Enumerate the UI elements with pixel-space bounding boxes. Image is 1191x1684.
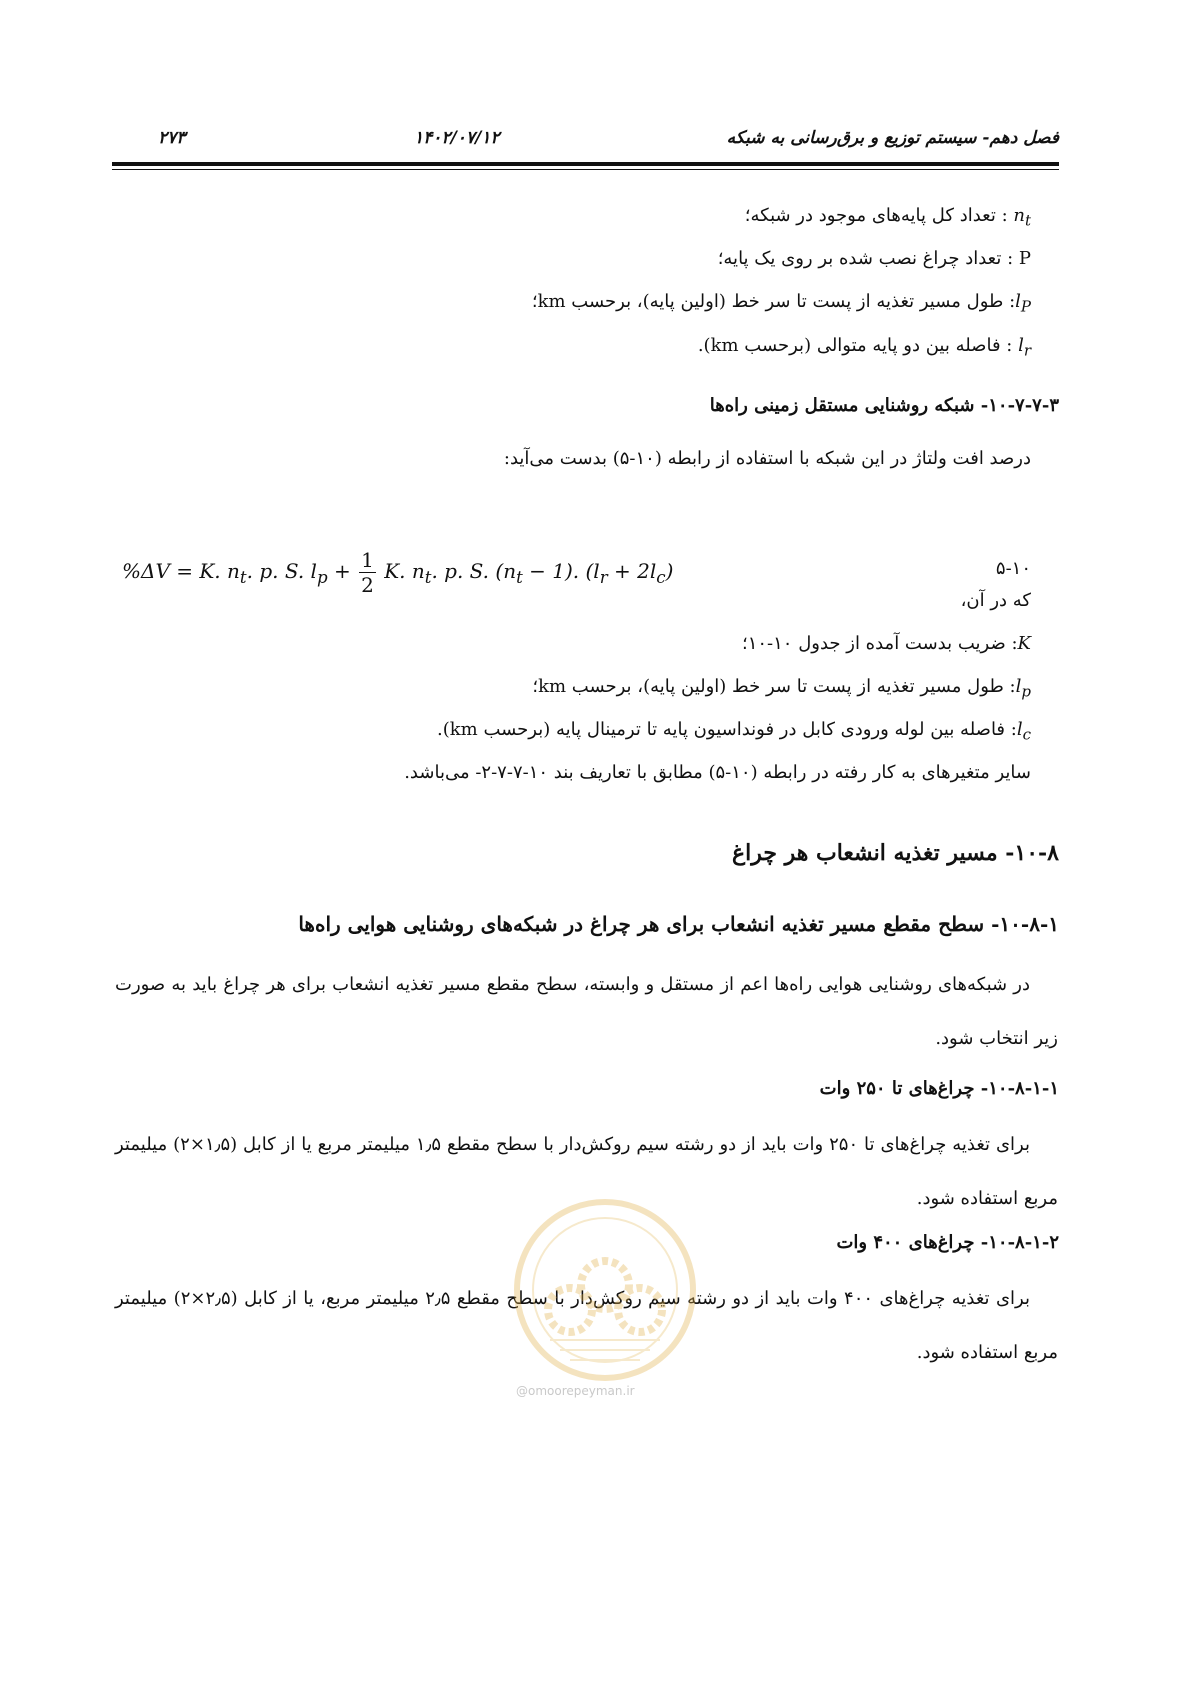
section-intro: درصد افت ولتاژ در این شبکه با استفاده از رابطه (۱۰-۵) بدست می‌آید: [503,448,1031,469]
voltage-drop-formula: %ΔV = K. $n_t$. p. S. $l_p$ + $\frac{1}{2}$ K. $n_t$. p. S. $(n_t - 1)$. $(l_r + 2l_c)$ [122,548,674,597]
definition-lp: $l_P$: طول مسیر تغذیه از پست تا سر خط (اولین پایه)، برحسب km؛ [531,291,1031,316]
symbol: $l_c$ [1016,719,1031,744]
symbol: $n_t$ [1013,205,1031,230]
header-rule-thick [112,162,1059,166]
equation-number: ۵-۱۰ [995,558,1031,579]
header-date: ۱۴۰۲/۰۷/۱۲ [414,128,500,148]
section-heading-10-8-1-2: ۱۰-۸-۱-۲- چراغ‌های ۴۰۰ وات [836,1232,1059,1253]
definition-p: P : تعداد چراغ نصب شده بر روی یک پایه؛ [717,248,1031,269]
section-heading-10-7-7-3: ۱۰-۷-۷-۳- شبکه روشنایی مستقل زمینی راه‌ها [709,395,1059,416]
symbol: K [1017,633,1031,654]
definition-lr: $l_r$ : فاصله بین دو پایه متوالی (برحسب km). [697,335,1031,360]
definition-nt: $n_t$ : تعداد کل پایه‌های موجود در شبکه؛ [744,205,1031,230]
definition-lc: $l_c$: فاصله بین لوله ورودی کابل در فونداسیون پایه تا ترمینال پایه (برحسب km). [436,719,1031,744]
section-heading-10-8: ۱۰-۸- مسیر تغذیه انشعاب هر چراغ [731,840,1059,866]
chapter-title: فصل دهم- سیستم توزیع و برق‌رسانی به شبکه [726,128,1059,148]
section-heading-10-8-1-1: ۱۰-۸-۱-۱- چراغ‌های تا ۲۵۰ وات [819,1078,1059,1099]
other-variables-note: سایر متغیرهای به کار رفته در رابطه (۱۰-۵) مطابق با تعاریف بند ۱۰-۷-۷-۲- می‌باشد. [404,762,1031,783]
watermark-text: @omoorepeyman.ir [516,1384,635,1398]
symbol: $l_r$ [1018,335,1031,360]
paragraph-10-8-1: در شبکه‌های روشنایی هوایی راه‌ها اعم از مستقل و وابسته، سطح مقطع مسیر تغذیه انشعاب برای هر چراغ باید به صورت زیر انتخاب شود. [115,974,1058,1049]
definition-lp-2: $l_p$: طول مسیر تغذیه از پست تا سر خط (اولین پایه)، برحسب km؛ [532,676,1031,701]
symbol: P [1018,248,1031,269]
paragraph-10-8-1-2: برای تغذیه چراغ‌های ۴۰۰ وات باید از دو رشته سیم روکش‌دار با سطح مقطع ۲٫۵ میلیمتر مربع، یا از کابل (۲٫۵×۲) میلیمتر مربع استفاده شود. [115,1288,1058,1363]
definition-k: K: ضریب بدست آمده از جدول ۱۰-۱۰؛ [741,633,1031,654]
where-text: که در آن، [960,590,1031,611]
page-number: ۲۷۳ [158,128,186,148]
paragraph-10-8-1-1: برای تغذیه چراغ‌های تا ۲۵۰ وات باید از دو رشته سیم روکش‌دار با سطح مقطع ۱٫۵ میلیمتر مربع یا از کابل (۱٫۵×۲) میلیمتر مربع استفاده شود. [115,1134,1058,1209]
symbol: $l_p$ [1015,676,1031,701]
watermark-logo [510,1190,700,1390]
fraction: $\frac{1}{2}$ [361,548,374,597]
symbol: $l_P$ [1015,291,1031,316]
header-rule-thin [112,169,1059,170]
section-heading-10-8-1: ۱۰-۸-۱- سطح مقطع مسیر تغذیه انشعاب برای هر چراغ در شبکه‌های روشنایی هوایی راه‌ها [298,912,1059,936]
